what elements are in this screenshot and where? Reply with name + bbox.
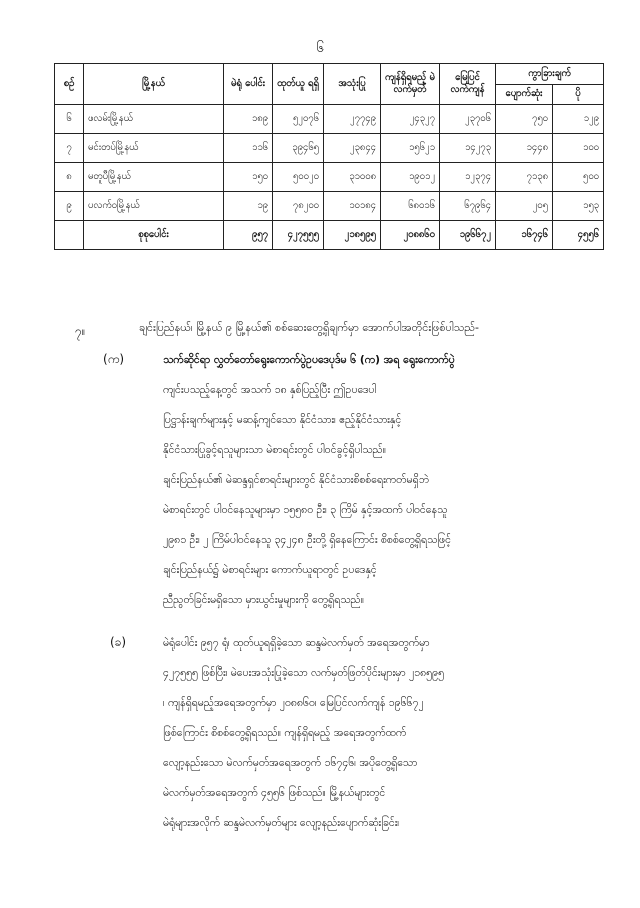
total-label: စုစုပေါင်း <box>84 221 224 250</box>
header-no: စဉ် <box>55 64 84 105</box>
section-lead: ချင်းပြည်နယ်၊ မြို့နယ် ၉ မြို့နယ်၏ စစ်ဆေးတွေ့ရှိချက်မှာ အောက်ပါအတိုင်းဖြစ်ပါသည်- <box>139 321 479 334</box>
cell-remaining: ၁၉၀၁၂ <box>381 163 440 192</box>
paragraph-line: သက်ဆိုင်ရာ လွှတ်တော်ရွေးကောက်ပွဲဥပဒေပုဒ်မ ၆ (က) အရ ရွေးကောက်ပွဲ <box>163 354 455 366</box>
total-used: ၂၁၈၅၉၅ <box>324 221 381 250</box>
header-remaining: ကျန်ရှိရမည့် မဲလက်မှတ် <box>381 64 440 105</box>
paragraph-line: မဲစာရင်းတွင် ပါဝင်နေသူများမှာ ၁၅၅၈၀ ဦး၊ ၃ ကြိမ် နှင့်အထက် ပါဝင်နေသူ <box>163 504 448 516</box>
cell-excess: ၁၂၉ <box>553 105 604 134</box>
cell-missing: ၇၅၀ <box>496 105 553 134</box>
header-township: မြို့နယ် <box>84 64 224 105</box>
cell-actual: ၂၃၇၀၆ <box>440 105 496 134</box>
paragraph-line: ချင်းပြည်နယ်၌ မဲစာရင်းများ ကောက်ယူရာတွင် ဥပဒေနှင့် <box>163 564 377 576</box>
paragraph-line: မဲရုံများအလိုက် ဆန္ဒမဲလက်မှတ်များ လျော့နည်းပျောက်ဆုံးခြင်း၊ <box>163 817 400 829</box>
cell-no: ၉ <box>55 192 84 221</box>
item-kha-paragraph <box>163 628 609 838</box>
paragraph-line: ၂၉၈၁ ဦး၊ ၂ ကြိမ်ပါဝင်နေသူ ၃၄၂၄၈ ဦးတို့ ရှိနေကြောင်း စိစစ်တွေ့ရှိရသဖြင့် <box>163 534 451 546</box>
cell-remaining: ၁၅၆၂၁ <box>381 134 440 163</box>
section-number: ၇။ <box>75 324 86 338</box>
cell-missing: ၁၄၄၈ <box>496 134 553 163</box>
item-ka-paragraph <box>163 345 609 615</box>
cell-township: ဖလမ်းမြို့နယ် <box>84 105 224 134</box>
paragraph-line: ညီညွတ်ခြင်းမရှိသော မှားယွင်းမှုများကို တွေ့ရှိရသည်။ <box>163 594 364 606</box>
cell-stations: ၁၉ <box>224 192 273 221</box>
paragraph-line: လျော့နည်းသော မဲလက်မှတ်အရေအတွက် ၁၆၇၄၆၊ အပိုတွေ့ရှိသော <box>163 757 418 769</box>
item-kha-tag: (ခ) <box>110 635 127 649</box>
cell-no: ၆ <box>55 105 84 134</box>
cell-received: ၅၀၀၂၀ <box>273 163 324 192</box>
paragraph-line: မဲလက်မှတ်အရေအတွက် ၄၅၅၆ ဖြစ်သည်။ မြို့နယ်များတွင် <box>163 787 386 799</box>
cell-remaining: ၂၄၃၂၇ <box>381 105 440 134</box>
total-missing: ၁၆၇၄၆ <box>496 221 553 250</box>
item-ka-tag: (က) <box>103 352 125 366</box>
total-stations: ၉၅၇ <box>224 221 273 250</box>
cell-received: ၃၉၄၆၅ <box>273 134 324 163</box>
paragraph-line: နိုင်ငံသားပြုခွင့်ရသူများသာ မဲစာရင်းတွင် ပါဝင်ခွင့်ရှိပါသည်။ <box>163 444 386 456</box>
cell-no: ၇ <box>55 134 84 163</box>
cell-used: ၃၁၀၀၈ <box>324 163 381 192</box>
cell-received: ၇၈၂၀၀ <box>273 192 324 221</box>
cell-township: ပလက်ဝမြို့နယ် <box>84 192 224 221</box>
header-used: အသုံးပြု <box>324 64 381 105</box>
cell-excess: ၁၅၃ <box>553 192 604 221</box>
paragraph-line: ချင်းပြည်နယ်၏ မဲဆန္ဒရှင်စာရင်းများတွင် နိုင်ငံသားစိစစ်ရေးကတ်မရှိဘဲ <box>163 474 429 486</box>
cell-township: မင်းတပ်မြို့နယ် <box>84 134 224 163</box>
cell-used: ၂၃၈၄၄ <box>324 134 381 163</box>
header-actual-remaining: မြေပြင် လက်ကျန် <box>440 64 496 105</box>
total-actual: ၁၉၆၆၇၂ <box>440 221 496 250</box>
paragraph-line: ၊ ကျန်ရှိရမည့်အရေအတွက်မှာ ၂၀၈၈၆၀၊ မြေပြင်လက်ကျန် ၁၉၆၆၇၂ <box>163 697 424 709</box>
table-row <box>55 134 604 163</box>
paragraph-line: ၄၂၇၅၅၅ ဖြစ်ပြီး၊ မဲပေးအသုံးပြုခဲ့သော လက်မှတ်ဖြတ်ပိုင်းများမှာ ၂၁၈၅၉၅ <box>163 667 445 679</box>
total-excess: ၄၅၅၆ <box>553 221 604 250</box>
cell-excess: ၅၀၀ <box>553 163 604 192</box>
cell-stations: ၁၁၆ <box>224 134 273 163</box>
table-row <box>55 192 604 221</box>
cell-actual: ၁၂၃၇၄ <box>440 163 496 192</box>
ballot-table <box>54 63 604 250</box>
header-received: ထုတ်ယူ ရရှိ <box>273 64 324 105</box>
paragraph-line: ကျင်းပသည့်နေ့တွင် အသက် ၁၈ နှစ်ပြည့်ပြီး ဤဥပဒေပါ <box>163 384 377 396</box>
header-polling-stations: မဲရုံ ပေါင်း <box>224 64 273 105</box>
page-number: ၆ <box>316 41 324 56</box>
table-row <box>55 105 604 134</box>
cell-received: ၅၂၀၇၆ <box>273 105 324 134</box>
paragraph-line: ဖြစ်ကြောင်း စိစစ်တွေ့ရှိရသည်။ ကျန်ရှိရမည့် အရေအတွက်ထက် <box>163 727 407 739</box>
total-received: ၄၂၇၅၅၅ <box>273 221 324 250</box>
cell-actual: ၁၄၂၇၃ <box>440 134 496 163</box>
total-remaining: ၂၀၈၈၆၀ <box>381 221 440 250</box>
cell-used: ၁၀၁၈၄ <box>324 192 381 221</box>
table-total-row <box>55 221 604 250</box>
header-excess: ပို <box>553 84 604 105</box>
paragraph-line: ပြဋ္ဌာန်းချက်များနှင့် မဆန့်ကျင်သော နိုင်ငံသား၊ ဧည့်နိုင်ငံသားနှင့် <box>163 414 402 426</box>
cell-remaining: ၆၈၀၁၆ <box>381 192 440 221</box>
paragraph-line: မဲရုံပေါင်း ၉၅၇ ရုံ၊ ထုတ်ယူရရှိခဲ့သော ဆန္ဒမဲလက်မှတ် အရေအတွက်မှာ <box>163 637 430 649</box>
cell-stations: ၁၈၉ <box>224 105 273 134</box>
cell-missing: ၇၁၃၈ <box>496 163 553 192</box>
cell-missing: ၂၀၅ <box>496 192 553 221</box>
cell-township: မတူပီမြို့နယ် <box>84 163 224 192</box>
cell-no <box>55 221 84 250</box>
cell-no: ၈ <box>55 163 84 192</box>
header-missing: ပျောက်ဆုံး <box>496 84 553 105</box>
cell-excess: ၁၀၀ <box>553 134 604 163</box>
cell-used: ၂၇၇၄၉ <box>324 105 381 134</box>
cell-actual: ၆၇၉၆၄ <box>440 192 496 221</box>
table-row <box>55 163 604 192</box>
header-difference: ကွာခြားချက် <box>496 64 604 85</box>
cell-stations: ၁၅၀ <box>224 163 273 192</box>
table-header-row <box>55 64 604 85</box>
